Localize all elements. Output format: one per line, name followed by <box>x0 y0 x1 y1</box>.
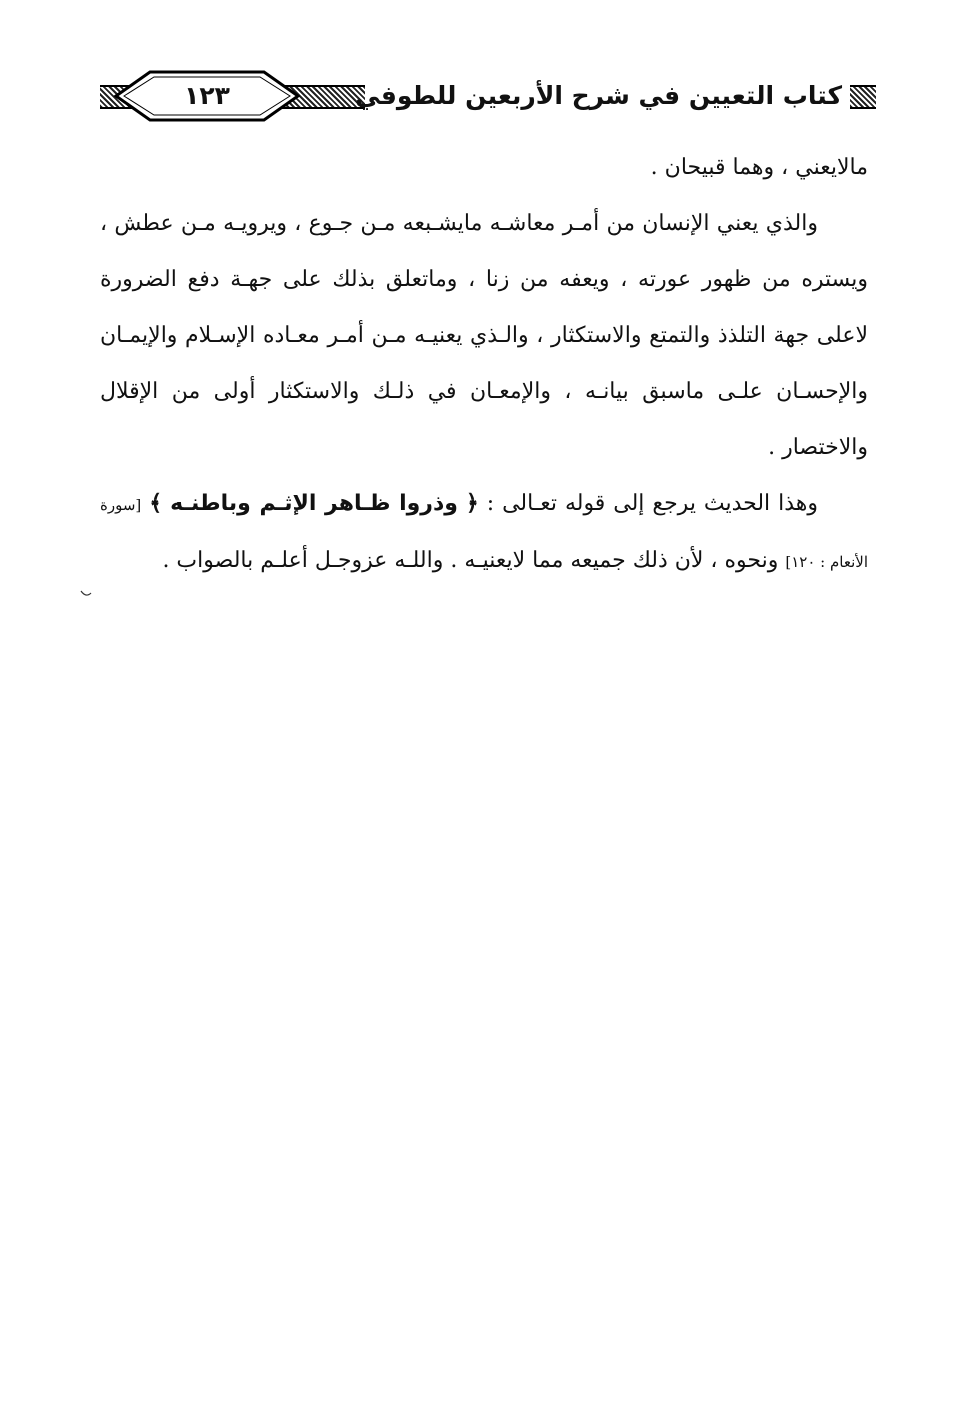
running-header <box>100 70 878 126</box>
verse-citation: [سورة الأنعام : ١٢٠] <box>100 496 868 571</box>
paragraph: مالايعني ، وهما قبيحان . <box>650 155 868 180</box>
page-number: ١٢٣ <box>184 81 230 110</box>
ornate-bracket-close-icon: ﴾ <box>149 491 163 516</box>
ornate-bracket-open-icon: ﴿ <box>465 491 479 516</box>
page-number-badge <box>112 70 302 122</box>
paragraph: والذي يعني الإنسان من أمـر معاشـه مايشـبعه مـن جـوع ، ويرويـه مـن عطش ، ويستره من ظهور عورته ، ويعفه من زنا ، وماتعلق بذلك على جهـة دفع الضرورة لاعلى جهة التلذذ والتمتع والاستكثار ، والـذي يعنيـه مـن أمـر معـاده الإسـلام والإيمـان والإحسـان علـى ماسبق بيانـه ، والإمعـان في ذلـك والاستكثار أولى من الإقلال والاختصار . <box>100 211 868 460</box>
scan-mark-icon <box>80 590 92 598</box>
paragraph-with-verse <box>100 476 868 590</box>
book-title: كتاب التعيين في شرح الأربعين للطوفي <box>355 81 842 110</box>
header-decorative-bar <box>850 85 876 109</box>
paragraph-continuation: ونحوه ، لأن ذلك جميعه مما لايعنيـه . واللـه عزوجـل أعلـم بالصواب . <box>162 548 779 573</box>
quran-verse: وذروا ظـاهر الإثـم وباطنـه <box>170 491 458 516</box>
paragraph-intro: وهذا الحديث يرجع إلى قوله تعـالى : <box>486 491 819 516</box>
